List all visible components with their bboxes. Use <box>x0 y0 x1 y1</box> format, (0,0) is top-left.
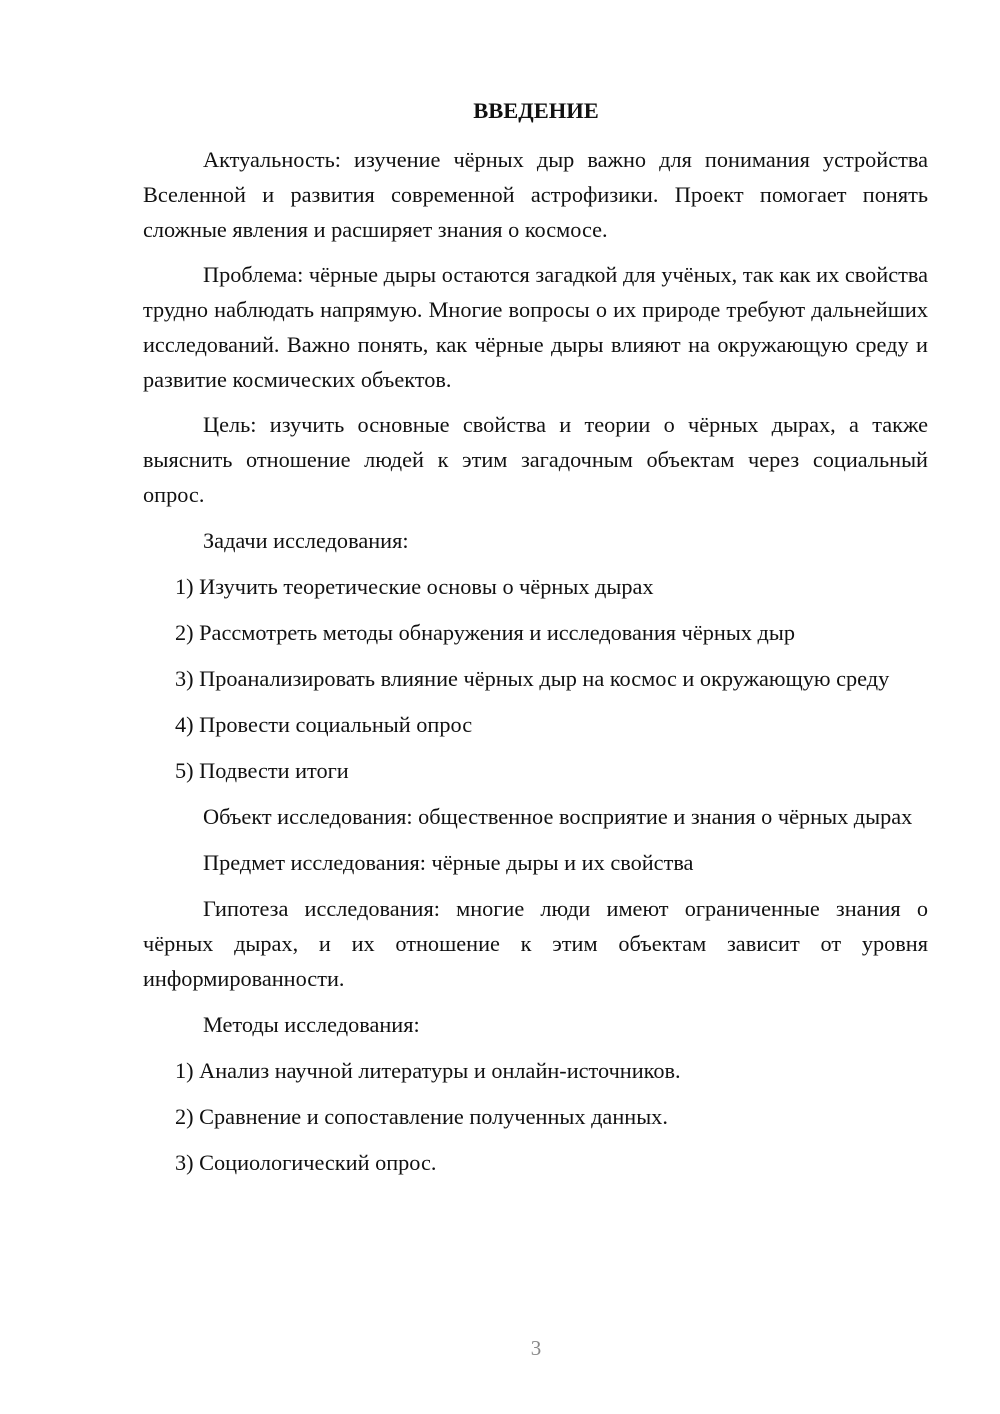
tasks-heading: Задачи исследования: <box>203 528 409 553</box>
method-item: 3) Социологический опрос. <box>175 1150 437 1175</box>
task-item: 2) Рассмотреть методы обнаружения и исследования чёрных дыр <box>175 620 795 645</box>
subject-paragraph: Предмет исследования: чёрные дыры и их свойства <box>203 850 694 875</box>
task-item: 1) Изучить теоретические основы о чёрных дырах <box>175 574 654 599</box>
page-title: ВВЕДЕНИЕ <box>473 98 599 123</box>
task-item: 3) Проанализировать влияние чёрных дыр на космос и окружающую среду <box>175 666 890 691</box>
task-item: 4) Провести социальный опрос <box>175 712 473 737</box>
task-item: 5) Подвести итоги <box>175 758 349 783</box>
method-item: 2) Сравнение и сопоставление полученных данных. <box>175 1104 668 1129</box>
hypothesis-paragraph: Гипотеза исследования: многие люди имеют ограниченные знания о чёрных дырах, и их отношение к этим объектам зависит от уровня информированности. <box>143 896 928 991</box>
document-body <box>143 142 928 1180</box>
problem-paragraph: Проблема: чёрные дыры остаются загадкой для учёных, так как их свойства трудно наблюдать напрямую. Многие вопросы о их природе требуют дальнейших исследований. Важно понять, как чёрные дыры влияют на окружающую среду и развитие космических объектов. <box>143 262 928 392</box>
method-item: 1) Анализ научной литературы и онлайн-источников. <box>175 1058 681 1083</box>
tasks-list <box>143 569 928 788</box>
goal-paragraph: Цель: изучить основные свойства и теории о чёрных дырах, а также выяснить отношение людей к этим загадочным объектам через социальный опрос. <box>143 412 928 507</box>
methods-heading: Методы исследования: <box>203 1012 420 1037</box>
methods-list <box>143 1053 928 1180</box>
relevance-paragraph: Актуальность: изучение чёрных дыр важно для понимания устройства Вселенной и развития современной астрофизики. Проект помогает понять сложные явления и расширяет знания о космосе. <box>143 147 928 242</box>
page-number: 3 <box>530 1336 542 1360</box>
object-paragraph: Объект исследования: общественное восприятие и знания о чёрных дырах <box>203 804 913 829</box>
